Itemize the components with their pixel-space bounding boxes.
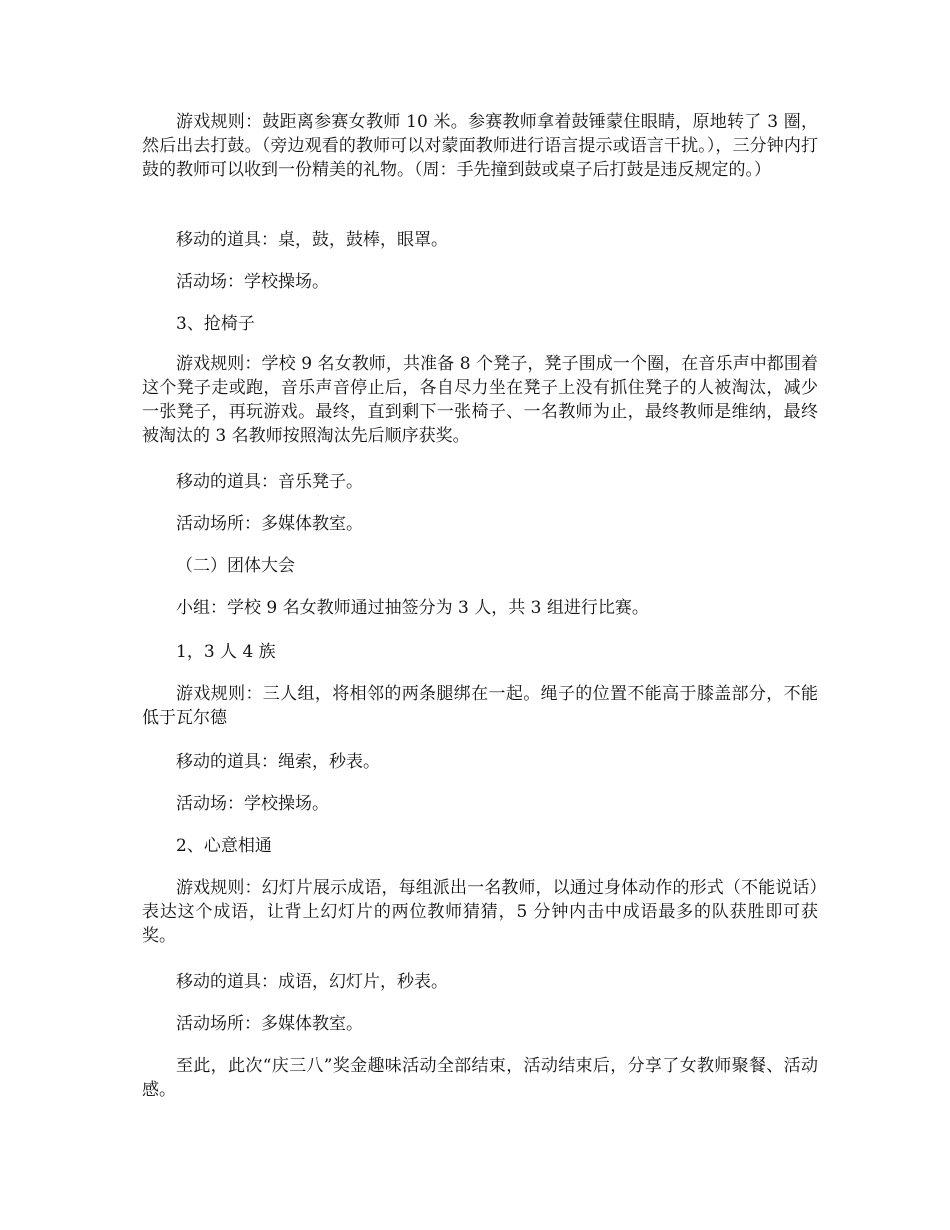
paragraph-mind-link-rules: 游戏规则：幻灯片展示成语，每组派出一名教师，以通过身体动作的形式（不能说话）表达这个成语，让背上幻灯片的两位教师猜猜，5 分钟内击中成语最多的队获胜即可获奖。 <box>142 878 818 946</box>
paragraph-three-legged-props: 移动的道具：绳索，秒表。 <box>176 752 380 772</box>
paragraph-drum-venue: 活动场：学校操场。 <box>176 272 329 292</box>
heading-musical-chairs: 3、抢椅子 <box>176 314 255 334</box>
paragraph-three-legged-rules: 游戏规则：三人组，将相邻的两条腿绑在一起。绳子的位置不能高于膝盖部分，不能低于瓦尔德 <box>142 684 818 728</box>
paragraph-chairs-venue: 活动场所：多媒体教室。 <box>176 514 363 534</box>
paragraph-team-groups: 小组：学校 9 名女教师通过抽签分为 3 人，共 3 组进行比赛。 <box>176 598 649 618</box>
paragraph-chairs-rules: 游戏规则：学校 9 名女教师，共准备 8 个凳子，凳子围成一个圈，在音乐声中都围着这个凳子走或跑，音乐声音停止后，各自尽力坐在凳子上没有抓住凳子的人被淘汰，减少一张凳子，再玩游戏。最终，直到剩下一张椅子、一名教师为止，最终教师是维纳，最终被淘汰的 3 名教师按照淘汰先后顺序获奖。 <box>142 354 818 446</box>
heading-three-legged: 1，3 人 4 族 <box>176 642 276 662</box>
paragraph-mind-link-props: 移动的道具：成语，幻灯片，秒表。 <box>176 972 448 992</box>
heading-mind-link: 2、心意相通 <box>176 836 272 856</box>
paragraph-drum-props: 移动的道具：桌，鼓，鼓棒，眼罩。 <box>176 230 448 250</box>
paragraph-mind-link-venue: 活动场所：多媒体教室。 <box>176 1014 363 1034</box>
paragraph-chairs-props: 移动的道具：音乐凳子。 <box>176 472 363 492</box>
paragraph-drum-rules: 游戏规则：鼓距离参赛女教师 10 米。参赛教师拿着鼓锤蒙住眼睛，原地转了 3 圈，然后出去打鼓。（旁边观看的教师可以对蒙面教师进行语言提示或语言干扰。），三分钟内打鼓的教师可以收到一份精美的礼物。（周：手先撞到鼓或桌子后打鼓是违反规定的。） <box>142 112 818 180</box>
heading-team-contest: （二）团体大会 <box>176 556 295 576</box>
paragraph-three-legged-venue: 活动场：学校操场。 <box>176 794 329 814</box>
paragraph-closing: 至此，此次“庆三八”奖金趣味活动全部结束，活动结束后，分享了女教师聚餐、活动感。 <box>142 1056 818 1100</box>
